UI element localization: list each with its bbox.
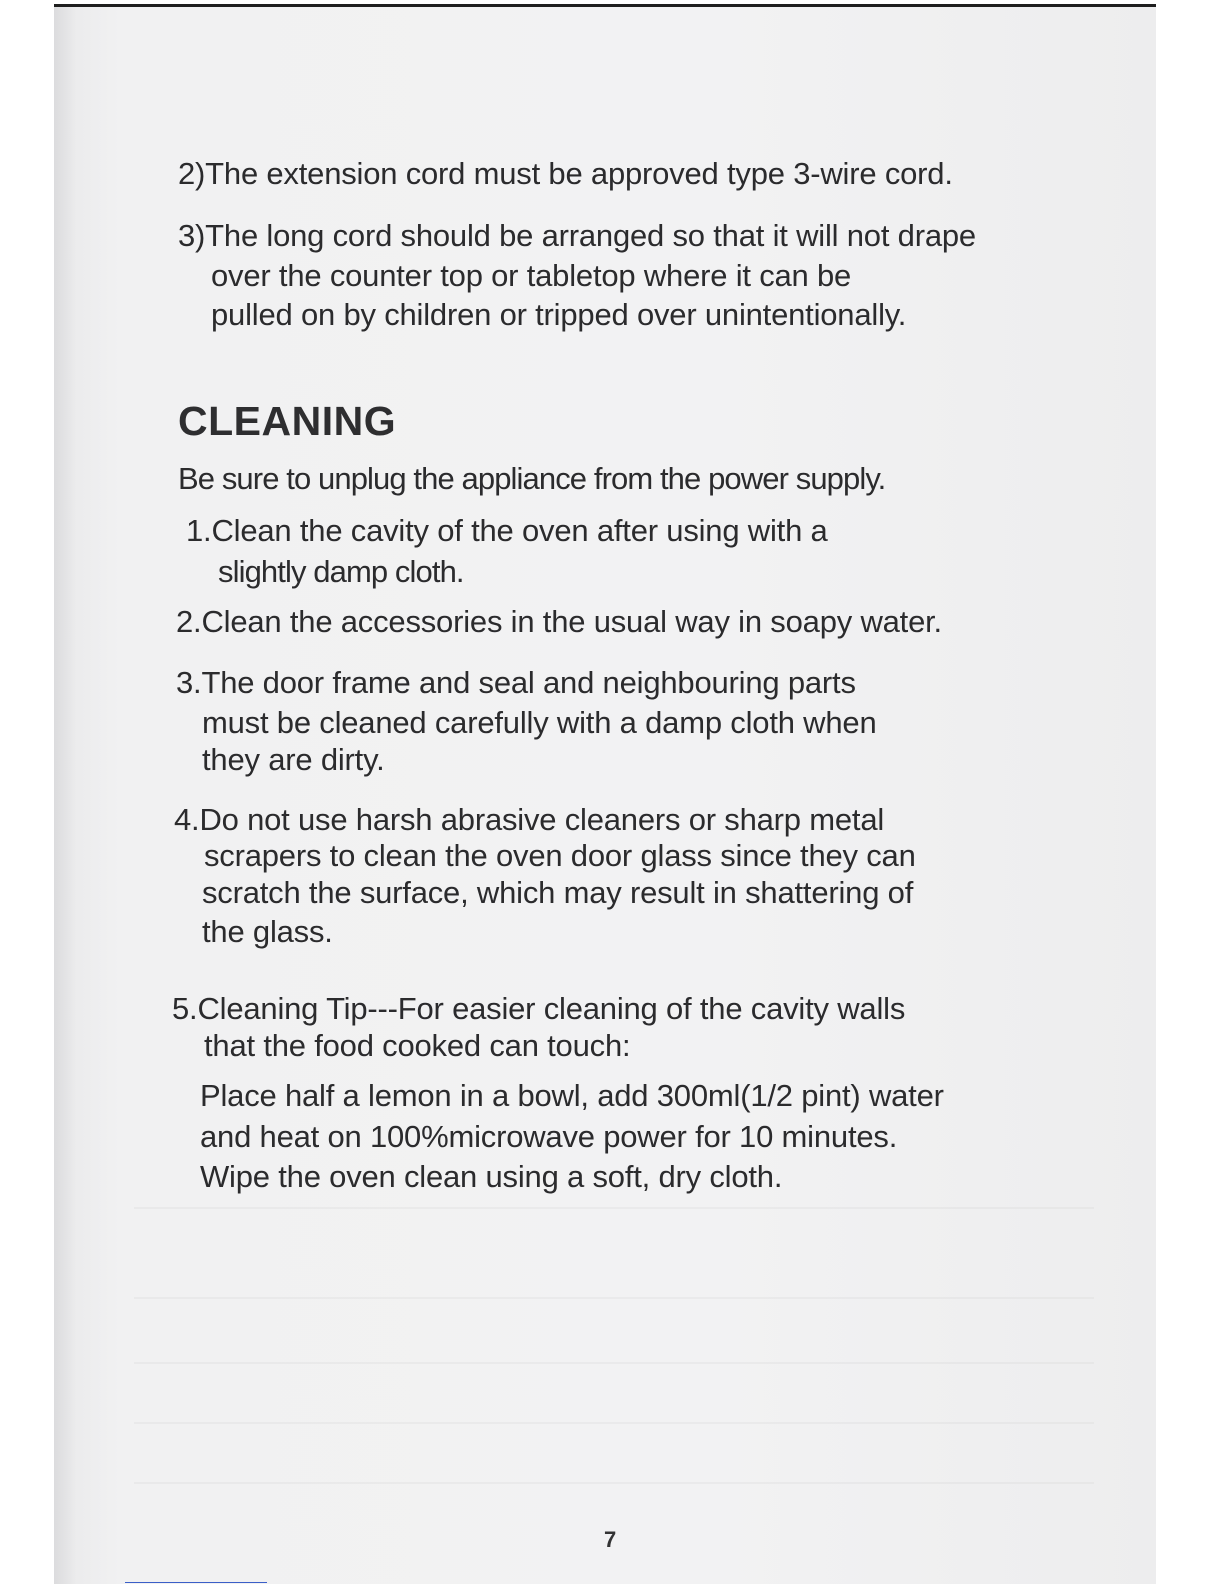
step-3-line-1: 3.The door frame and seal and neighbouring parts	[176, 665, 856, 700]
intro-text: Be sure to unplug the appliance from the power supply.	[178, 461, 886, 496]
step-5-line-1: 5.Cleaning Tip---For easier cleaning of the cavity walls	[172, 991, 906, 1026]
step-5-line-2: that the food cooked can touch:	[204, 1028, 631, 1063]
section-heading: CLEANING	[178, 398, 397, 444]
step-5-line-5: Wipe the oven clean using a soft, dry cloth.	[200, 1159, 783, 1194]
step-2-line-1: 2.Clean the accessories in the usual way in soapy water.	[176, 604, 942, 639]
step-1-line-1: 1.Clean the cavity of the oven after using with a	[186, 513, 828, 548]
step-3-line-3: they are dirty.	[202, 742, 385, 777]
cord-note-3-line-2: over the counter top or tabletop where it can be	[211, 258, 852, 293]
page-number: 7	[604, 1527, 617, 1552]
step-5-line-3: Place half a lemon in a bowl, add 300ml(1/2 pint) water	[200, 1078, 944, 1113]
step-1-line-2: slightly damp cloth.	[218, 554, 464, 589]
step-4-line-4: the glass.	[202, 914, 333, 949]
cord-note-2: 2)The extension cord must be approved type 3-wire cord.	[178, 156, 953, 191]
footer-rule	[125, 1582, 267, 1583]
step-3-line-2: must be cleaned carefully with a damp cloth when	[202, 705, 877, 740]
page-content	[54, 7, 1156, 1584]
scanned-sheet	[54, 4, 1156, 1584]
step-5-line-4: and heat on 100%microwave power for 10 minutes.	[200, 1119, 898, 1154]
step-4-line-3: scratch the surface, which may result in shattering of	[202, 875, 914, 910]
step-4-line-1: 4.Do not use harsh abrasive cleaners or sharp metal	[174, 802, 885, 837]
step-4-line-2: scrapers to clean the oven door glass since they can	[204, 838, 916, 873]
cord-note-3-line-1: 3)The long cord should be arranged so that it will not drape	[178, 218, 976, 253]
cord-note-3-line-3: pulled on by children or tripped over unintentionally.	[211, 297, 907, 332]
